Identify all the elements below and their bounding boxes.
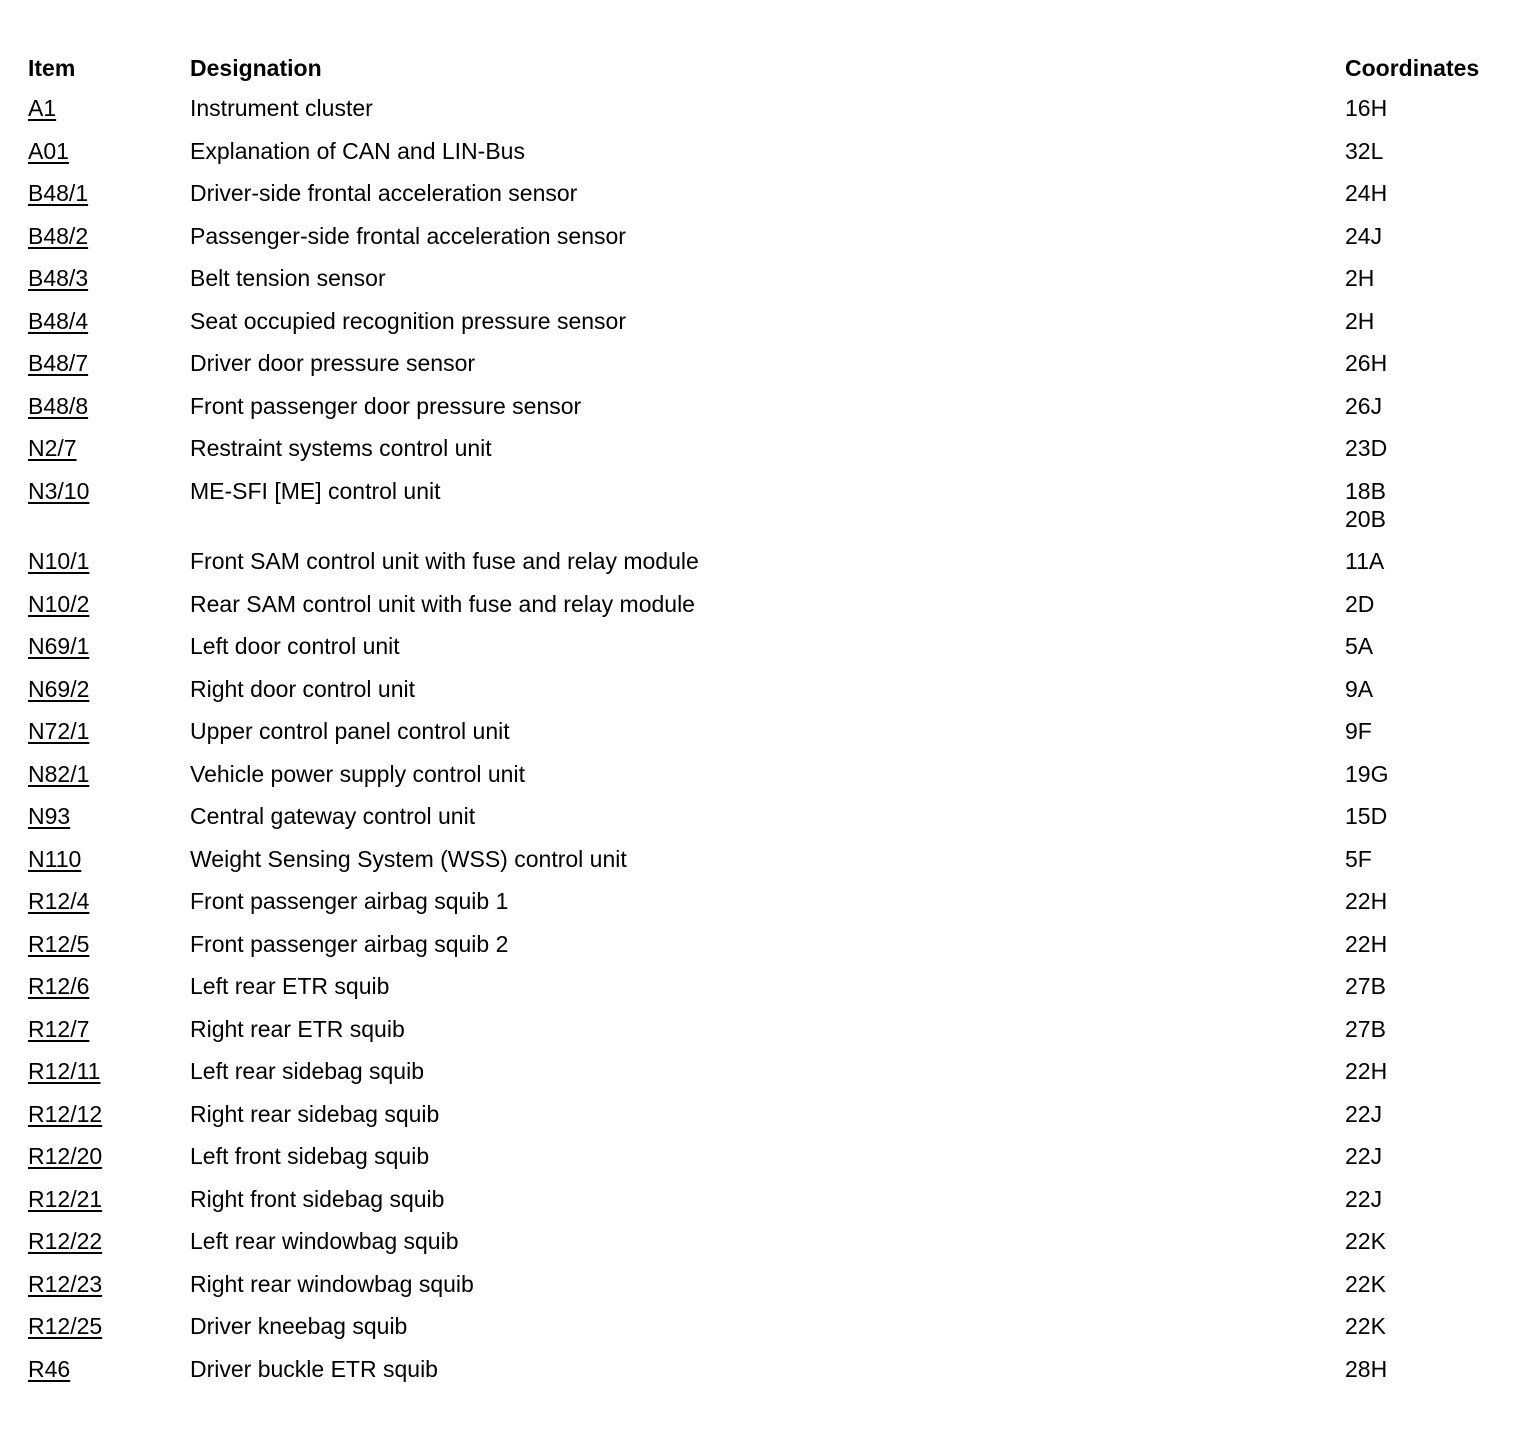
table-row — [28, 1008, 1518, 1051]
item-cell — [28, 1100, 190, 1128]
designation-cell: Driver-side frontal acceleration sensor — [190, 180, 578, 206]
table-row — [28, 1050, 1518, 1093]
item-cell — [28, 222, 190, 250]
designation-cell: Explanation of CAN and LIN-Bus — [190, 137, 525, 164]
coordinate-value: 32L — [1345, 137, 1384, 164]
item-link[interactable]: R12/11 — [28, 1058, 101, 1084]
table-row — [28, 130, 1518, 173]
coordinates-cell — [1345, 264, 1518, 292]
coordinate-value: 26J — [1345, 392, 1383, 419]
coordinates-cell — [1345, 1270, 1518, 1298]
coordinates-cell — [1345, 547, 1518, 575]
coordinate-value: 23D — [1345, 435, 1388, 461]
coordinates-cell — [1345, 349, 1518, 377]
item-link[interactable]: R12/25 — [28, 1313, 103, 1339]
item-link[interactable]: R12/4 — [28, 888, 90, 914]
item-link[interactable]: A01 — [28, 137, 69, 164]
coordinate-value: 16H — [1345, 95, 1388, 121]
table-row — [28, 172, 1518, 215]
item-cell — [28, 349, 190, 377]
item-link[interactable]: N10/1 — [28, 548, 90, 574]
item-cell — [28, 675, 190, 703]
item-cell — [28, 1057, 190, 1085]
table-row — [28, 87, 1518, 130]
item-link[interactable]: B48/1 — [28, 180, 89, 206]
designation-cell: Rear SAM control unit with fuse and relay module — [190, 590, 695, 617]
coordinate-value: 27B — [1345, 973, 1386, 999]
item-cell — [28, 887, 190, 915]
coordinates-cell — [1345, 1057, 1518, 1085]
coordinates-cell — [1345, 887, 1518, 915]
table-row — [28, 300, 1518, 343]
table-row — [28, 668, 1518, 711]
item-cell — [28, 434, 190, 462]
designation-cell: Left front sidebag squib — [190, 1143, 430, 1169]
designation-cell: Left rear ETR squib — [190, 973, 390, 999]
item-link[interactable]: N10/2 — [28, 590, 90, 617]
component-legend-table — [28, 47, 1518, 1390]
item-link[interactable]: B48/8 — [28, 392, 89, 419]
designation-cell: Upper control panel control unit — [190, 718, 510, 744]
table-row — [28, 385, 1518, 428]
item-cell — [28, 547, 190, 575]
item-cell — [28, 264, 190, 292]
table-row — [28, 427, 1518, 470]
designation-cell: Driver buckle ETR squib — [190, 1355, 438, 1382]
table-row — [28, 795, 1518, 838]
coordinates-cell — [1345, 1100, 1518, 1128]
item-cell — [28, 392, 190, 420]
table-row — [28, 1093, 1518, 1136]
item-cell — [28, 632, 190, 660]
coordinate-value: 5A — [1345, 633, 1374, 659]
coordinates-cell — [1345, 1355, 1518, 1383]
coordinate-value: 2H — [1345, 307, 1375, 334]
item-cell — [28, 1015, 190, 1043]
table-row — [28, 257, 1518, 300]
designation-cell: Belt tension sensor — [190, 265, 386, 291]
designation-cell: Front passenger airbag squib 2 — [190, 930, 509, 957]
item-cell — [28, 477, 190, 505]
item-cell — [28, 760, 190, 788]
designation-cell: Passenger-side frontal acceleration sensor — [190, 222, 626, 249]
coordinate-value: 22K — [1345, 1228, 1386, 1254]
coordinate-value: 22H — [1345, 888, 1388, 914]
coordinates-column-header: Coordinates — [1345, 55, 1480, 81]
designation-cell: Right rear windowbag squib — [190, 1270, 474, 1297]
item-link[interactable]: R12/12 — [28, 1100, 103, 1127]
coordinates-cell — [1345, 1015, 1518, 1043]
coordinate-value: 15D — [1345, 803, 1388, 829]
item-cell — [28, 972, 190, 1000]
item-cell — [28, 1312, 190, 1340]
table-row — [28, 880, 1518, 923]
designation-cell: Right rear ETR squib — [190, 1015, 405, 1042]
designation-cell: Restraint systems control unit — [190, 435, 492, 461]
item-link[interactable]: B48/2 — [28, 222, 89, 249]
item-cell — [28, 1185, 190, 1213]
coordinates-cell — [1345, 94, 1518, 122]
designation-column-header: Designation — [190, 55, 322, 81]
table-row — [28, 1220, 1518, 1263]
coordinate-value: 26H — [1345, 350, 1388, 376]
coordinates-cell — [1345, 1312, 1518, 1340]
coordinate-value: 24J — [1345, 222, 1383, 249]
item-link[interactable]: A1 — [28, 95, 57, 121]
item-link[interactable]: B48/7 — [28, 350, 89, 376]
table-row — [28, 215, 1518, 258]
designation-cell: Weight Sensing System (WSS) control unit — [190, 845, 627, 872]
coordinate-value: 2D — [1345, 590, 1375, 617]
coordinates-cell — [1345, 930, 1518, 958]
coordinate-value: 9A — [1345, 675, 1374, 702]
item-link[interactable]: R12/21 — [28, 1185, 103, 1212]
item-link[interactable]: R12/6 — [28, 973, 90, 999]
item-cell — [28, 179, 190, 207]
table-row — [28, 923, 1518, 966]
table-row — [28, 965, 1518, 1008]
designation-cell: Central gateway control unit — [190, 803, 476, 829]
coordinates-cell — [1345, 222, 1518, 250]
coordinates-cell — [1345, 307, 1518, 335]
item-cell — [28, 845, 190, 873]
table-row — [28, 470, 1518, 541]
item-link[interactable]: R12/22 — [28, 1228, 103, 1254]
item-cell — [28, 1355, 190, 1383]
item-link[interactable]: N93 — [28, 803, 71, 829]
designation-cell: Right door control unit — [190, 675, 416, 702]
coordinates-cell — [1345, 590, 1518, 618]
table-row — [28, 753, 1518, 796]
item-link[interactable]: N3/10 — [28, 477, 90, 504]
coordinates-cell — [1345, 1142, 1518, 1170]
table-row — [28, 583, 1518, 626]
coordinate-value: 22H — [1345, 1058, 1388, 1084]
designation-cell: Front passenger door pressure sensor — [190, 392, 582, 419]
item-cell — [28, 1227, 190, 1255]
table-header-row — [28, 47, 1518, 87]
designation-cell: Front SAM control unit with fuse and relay module — [190, 548, 699, 574]
coordinate-value: 22J — [1345, 1143, 1383, 1169]
coordinate-value: 22K — [1345, 1270, 1386, 1297]
designation-cell: Vehicle power supply control unit — [190, 760, 525, 787]
coordinate-value: 22H — [1345, 930, 1388, 957]
item-cell — [28, 94, 190, 122]
table-row — [28, 342, 1518, 385]
coordinates-cell — [1345, 477, 1518, 533]
table-row — [28, 540, 1518, 583]
item-link[interactable]: R46 — [28, 1355, 71, 1382]
table-row — [28, 838, 1518, 881]
table-row — [28, 1135, 1518, 1178]
item-cell — [28, 802, 190, 830]
coordinates-cell — [1345, 137, 1518, 165]
coordinates-cell — [1345, 845, 1518, 873]
table-row — [28, 625, 1518, 668]
item-cell — [28, 307, 190, 335]
coordinates-cell — [1345, 972, 1518, 1000]
coordinate-value: 19G — [1345, 760, 1389, 787]
coordinate-value: 20B — [1345, 505, 1386, 532]
coordinate-value: 22K — [1345, 1313, 1386, 1339]
coordinate-value: 22J — [1345, 1185, 1383, 1212]
item-cell — [28, 930, 190, 958]
item-link[interactable]: R12/23 — [28, 1270, 103, 1297]
item-link[interactable]: B48/4 — [28, 307, 89, 334]
item-link[interactable]: N2/7 — [28, 435, 77, 461]
designation-cell: Seat occupied recognition pressure sensor — [190, 307, 626, 334]
coordinate-value: 2H — [1345, 265, 1375, 291]
item-link[interactable]: N72/1 — [28, 718, 90, 744]
coordinate-value: 24H — [1345, 180, 1388, 206]
designation-cell: Instrument cluster — [190, 95, 373, 121]
item-cell — [28, 137, 190, 165]
designation-cell: Left rear windowbag squib — [190, 1228, 459, 1254]
table-row — [28, 710, 1518, 753]
designation-cell: Driver kneebag squib — [190, 1313, 408, 1339]
coordinates-cell — [1345, 675, 1518, 703]
table-row — [28, 1305, 1518, 1348]
item-cell — [28, 590, 190, 618]
item-column-header: Item — [28, 55, 76, 81]
coordinate-value: 9F — [1345, 718, 1372, 744]
coordinates-cell — [1345, 1185, 1518, 1213]
coordinate-value: 22J — [1345, 1100, 1383, 1127]
designation-cell: Right rear sidebag squib — [190, 1100, 440, 1127]
item-cell — [28, 717, 190, 745]
designation-cell: Left rear sidebag squib — [190, 1058, 424, 1084]
coordinates-cell — [1345, 632, 1518, 660]
designation-cell: Front passenger airbag squib 1 — [190, 888, 509, 914]
coordinate-value: 5F — [1345, 845, 1372, 872]
item-cell — [28, 1270, 190, 1298]
item-link[interactable]: N69/2 — [28, 675, 90, 702]
coordinate-value: 11A — [1345, 548, 1385, 574]
table-row — [28, 1263, 1518, 1306]
coordinates-cell — [1345, 179, 1518, 207]
designation-cell: ME-SFI [ME] control unit — [190, 477, 441, 504]
coordinates-cell — [1345, 760, 1518, 788]
coordinates-cell — [1345, 434, 1518, 462]
item-link[interactable]: R12/5 — [28, 930, 90, 957]
coordinate-value: 28H — [1345, 1355, 1388, 1382]
table-row — [28, 1348, 1518, 1391]
item-link[interactable]: N110 — [28, 845, 82, 872]
coordinate-value: 27B — [1345, 1015, 1386, 1042]
item-link[interactable]: B48/3 — [28, 265, 89, 291]
coordinates-cell — [1345, 717, 1518, 745]
coordinates-cell — [1345, 392, 1518, 420]
designation-cell: Left door control unit — [190, 633, 400, 659]
item-link[interactable]: R12/20 — [28, 1143, 103, 1169]
item-link[interactable]: N69/1 — [28, 633, 90, 659]
item-cell — [28, 1142, 190, 1170]
designation-cell: Right front sidebag squib — [190, 1185, 445, 1212]
coordinate-value: 18B — [1345, 477, 1386, 504]
table-body — [28, 87, 1518, 1390]
table-row — [28, 1178, 1518, 1221]
designation-cell: Driver door pressure sensor — [190, 350, 476, 376]
coordinates-cell — [1345, 1227, 1518, 1255]
item-link[interactable]: R12/7 — [28, 1015, 90, 1042]
coordinates-cell — [1345, 802, 1518, 830]
item-link[interactable]: N82/1 — [28, 760, 90, 787]
